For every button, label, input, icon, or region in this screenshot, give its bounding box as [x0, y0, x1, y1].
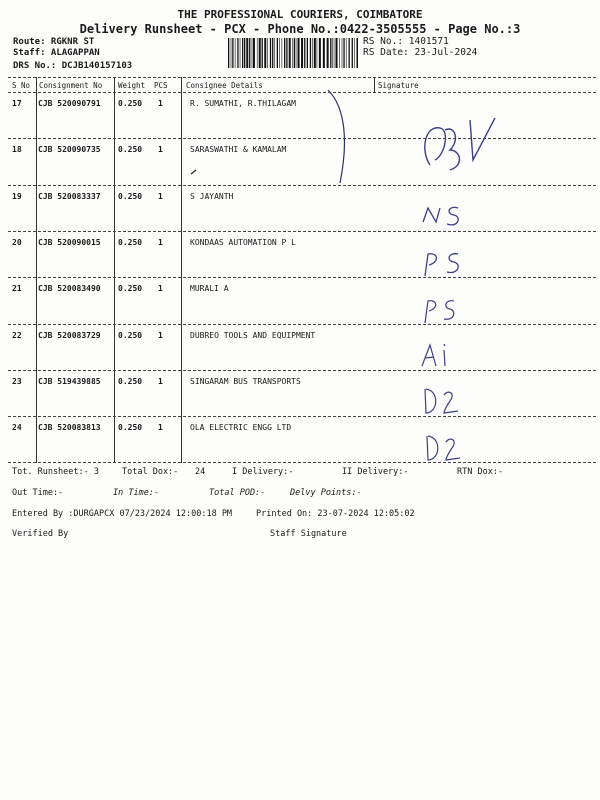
barcode-bar	[294, 38, 295, 68]
ink-dot-icon	[190, 168, 200, 176]
barcode-bar	[310, 38, 311, 68]
column-header-pcs: PCS	[154, 81, 168, 90]
row-weight: 0.250	[118, 284, 143, 294]
runsheet-title: Delivery Runsheet - PCX - Phone No.:0422-3505555 - Page No.:3	[79, 22, 521, 36]
row-weight: 0.250	[118, 423, 143, 433]
barcode-bar	[312, 38, 313, 68]
row-sno: 17	[12, 99, 22, 108]
row-pcs: 1	[158, 376, 163, 386]
row-weight: 0.250	[118, 191, 143, 201]
column-header-weight: Weight	[118, 81, 146, 90]
barcode-bar	[240, 38, 241, 68]
barcode-bar	[307, 38, 308, 68]
column-divider	[36, 77, 37, 463]
row-consignee: MURALI A	[190, 284, 229, 294]
barcode-bar	[301, 38, 303, 68]
rs-date: RS Date: 23-Jul-2024	[363, 47, 478, 58]
barcode-bar	[284, 38, 285, 68]
row-consignment-no: CJB 520090791	[38, 99, 101, 108]
drs-number: DRS No.: DCJB140157103	[13, 61, 133, 71]
barcode-bar	[339, 38, 340, 68]
row-divider	[8, 324, 596, 325]
table-header-rule	[8, 92, 596, 93]
row-consignment-no: CJB 520090015	[38, 237, 101, 247]
rtn-dox: RTN Dox:-	[457, 467, 504, 477]
barcode-bar	[267, 38, 268, 68]
row-weight: 0.250	[118, 145, 143, 155]
barcode-bar	[237, 38, 238, 68]
row-divider	[8, 138, 596, 139]
barcode-bar	[232, 38, 233, 68]
row-pcs: 1	[158, 99, 163, 108]
verified-by: Verified By	[12, 529, 69, 539]
barcode-bar	[274, 38, 275, 68]
row-sno: 19	[12, 191, 22, 201]
signature-scribble-icon	[422, 432, 462, 464]
row-consignee: R. SUMATHI, R.THILAGAM	[190, 99, 296, 108]
barcode-bar	[346, 38, 347, 68]
column-header-signature: Signature	[378, 81, 419, 90]
row-weight: 0.250	[118, 237, 143, 247]
barcode-bar	[342, 38, 343, 68]
barcode-bar	[317, 38, 318, 68]
barcode-bar	[272, 38, 273, 68]
barcode-bar	[246, 38, 248, 68]
column-header-consignment: Consignment No	[39, 81, 103, 90]
i-delivery: I Delivery:-	[232, 467, 294, 477]
row-weight: 0.250	[118, 376, 143, 386]
row-divider	[8, 231, 596, 232]
column-header-consignee: Consignee Details	[186, 81, 263, 90]
signature-scribble-icon	[420, 295, 460, 325]
barcode-bar	[279, 38, 280, 68]
column-divider	[374, 77, 375, 93]
barcode-bar	[259, 38, 261, 68]
row-pcs: 1	[158, 237, 163, 247]
barcode-bar	[343, 38, 344, 68]
barcode-bar	[354, 38, 355, 68]
row-divider	[8, 185, 596, 186]
row-divider	[8, 370, 596, 371]
row-pcs: 1	[158, 284, 163, 294]
barcode-bar	[228, 38, 229, 68]
signature-scribble-icon	[418, 340, 453, 370]
barcode-bar	[327, 38, 329, 68]
barcode-bar	[323, 38, 325, 68]
column-divider	[114, 77, 115, 463]
barcode-bar	[231, 38, 232, 68]
row-consignee: OLA ELECTRIC ENGG LTD	[190, 423, 292, 433]
row-sno: 23	[12, 376, 22, 386]
row-sno: 24	[12, 423, 22, 433]
out-time: Out Time:-	[12, 488, 64, 498]
signature-scribble-icon	[415, 110, 500, 180]
row-consignee: DUBREO TOOLS AND EQUIPMENT	[190, 330, 316, 340]
signature-scribble-icon	[420, 248, 465, 278]
signature-scribble-icon	[420, 385, 460, 417]
barcode-bar	[336, 38, 338, 68]
row-consignee: SARASWATHI & KAMALAM	[190, 145, 287, 155]
ii-delivery: II Delivery:-	[342, 467, 409, 477]
row-pcs: 1	[158, 191, 163, 201]
row-divider	[8, 277, 596, 278]
row-weight: 0.250	[118, 330, 143, 340]
delvy-points: Delvy Points:-	[290, 488, 362, 498]
total-runsheet: Tot. Runsheet:- 3	[12, 467, 99, 477]
staff-label: Staff: ALAGAPPAN	[13, 48, 100, 58]
in-time: In Time:-	[113, 488, 160, 498]
barcode-bar	[242, 38, 243, 68]
rs-number: RS No.: 1401571	[363, 36, 449, 47]
row-consignment-no: CJB 520083490	[38, 284, 101, 294]
row-consignment-no: CJB 520083729	[38, 330, 101, 340]
row-consignee: SINGARAM BUS TRANSPORTS	[190, 376, 301, 386]
table-top-rule	[8, 77, 596, 78]
barcode-bar	[296, 38, 297, 68]
barcode-bar	[262, 38, 263, 68]
barcode-bar	[264, 38, 266, 68]
barcode-bar	[298, 38, 300, 68]
entered-by: Entered By :DURGAPCX 07/23/2024 12:00:18 PM	[12, 509, 233, 519]
company-name: THE PROFESSIONAL COURIERS, COIMBATORE	[177, 8, 423, 21]
row-divider	[8, 462, 596, 463]
barcode-icon	[228, 38, 358, 68]
row-weight: 0.250	[118, 99, 143, 108]
column-divider	[181, 77, 182, 463]
row-pcs: 1	[158, 330, 163, 340]
barcode-bar	[304, 38, 305, 68]
barcode-bar	[277, 38, 278, 68]
barcode-bar	[253, 38, 255, 68]
barcode-bar	[289, 38, 291, 68]
row-consignee: S JAYANTH	[190, 191, 234, 201]
barcode-bar	[330, 38, 331, 68]
barcode-bar	[319, 38, 321, 68]
total-dox-value: 24	[195, 467, 206, 477]
total-dox-label: Total Dox:-	[122, 467, 179, 477]
barcode-bar	[244, 38, 245, 68]
staff-signature-label: Staff Signature	[270, 529, 347, 539]
ink-stroke-icon	[318, 88, 358, 188]
barcode-bar	[282, 38, 283, 68]
barcode-bar	[349, 38, 350, 68]
row-consignment-no: CJB 520083813	[38, 423, 101, 433]
row-sno: 18	[12, 145, 22, 155]
row-consignment-no: CJB 519439885	[38, 376, 101, 386]
barcode-bar	[356, 38, 358, 68]
row-consignment-no: CJB 520083337	[38, 191, 101, 201]
barcode-bar	[332, 38, 333, 68]
barcode-bar	[252, 38, 253, 68]
column-header-sno: S No	[12, 81, 31, 90]
barcode-bar	[292, 38, 293, 68]
row-divider	[8, 416, 596, 417]
row-pcs: 1	[158, 145, 163, 155]
barcode-bar	[235, 38, 236, 68]
barcode-bar	[314, 38, 316, 68]
signature-scribble-icon	[420, 200, 465, 230]
row-sno: 20	[12, 237, 22, 247]
barcode-bar	[352, 38, 353, 68]
row-consignment-no: CJB 520090735	[38, 145, 101, 155]
row-sno: 21	[12, 284, 22, 294]
barcode-bar	[257, 38, 258, 68]
row-consignee: KONDAAS AUTOMATION P L	[190, 237, 296, 247]
barcode-bar	[270, 38, 271, 68]
barcode-bar	[334, 38, 335, 68]
barcode-bar	[286, 38, 287, 68]
row-sno: 22	[12, 330, 22, 340]
row-pcs: 1	[158, 423, 163, 433]
route-label: Route: RGKNR ST	[13, 37, 95, 47]
barcode-bar	[249, 38, 250, 68]
total-pod: Total POD:-	[209, 488, 266, 498]
printed-on: Printed On: 23-07-2024 12:05:02	[256, 509, 415, 519]
